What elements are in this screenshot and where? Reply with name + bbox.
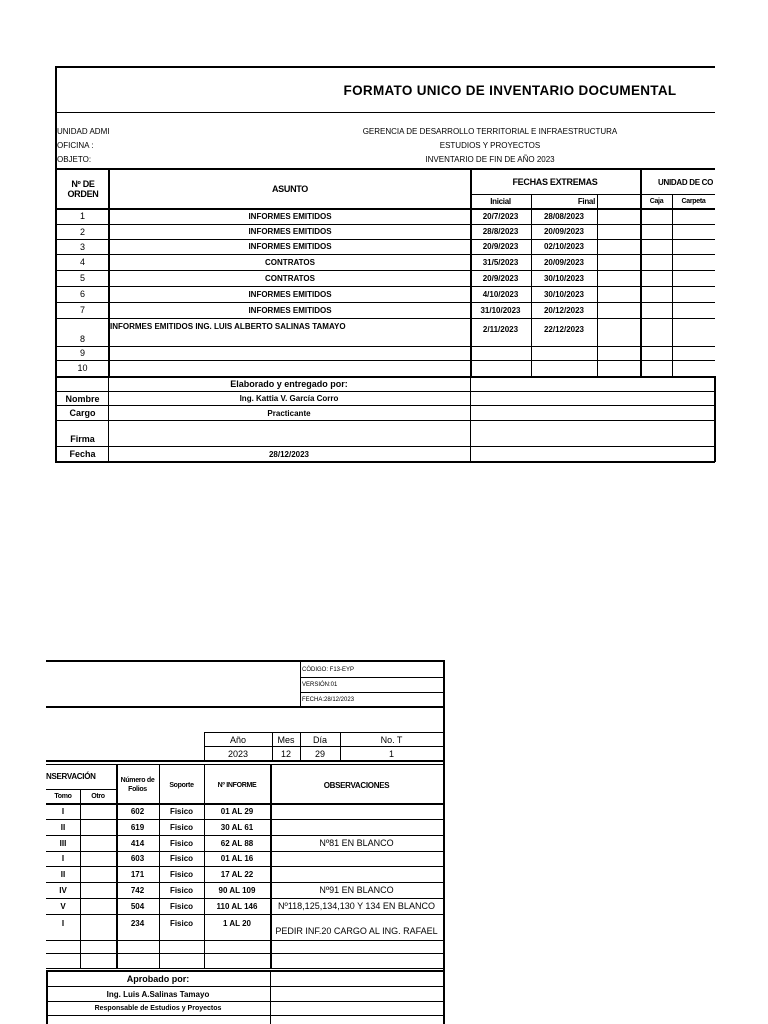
fecha-inicial-cell <box>470 346 531 360</box>
folios-cell: 171 <box>130 869 145 879</box>
col-orden-header: Nº DE ORDEN <box>67 179 99 199</box>
asunto-cell: INFORMES EMITIDOS <box>248 211 332 221</box>
asunto-cell: CONTRATOS <box>265 257 315 267</box>
orden-cell: 7 <box>79 305 85 315</box>
aprobado-cargo: Responsable de Estudios y Proyectos <box>94 1005 222 1012</box>
orden-cell: 4 <box>79 257 85 267</box>
aprobado-label: Aprobado por: <box>126 973 190 984</box>
tomo-cell: II <box>60 869 66 879</box>
soporte-cell: Fisico <box>169 885 194 895</box>
informe-cell: 17 AL 22 <box>220 869 254 879</box>
tomo-cell: II <box>60 822 66 832</box>
inventory-sheet-2 <box>0 650 768 1024</box>
fecha-final-cell: 30/10/2023 <box>543 273 585 283</box>
version-text: VERSIÓN:01 <box>302 682 338 688</box>
informe-cell: 62 AL 88 <box>220 838 254 848</box>
tomo-cell: IV <box>59 885 67 895</box>
soporte-cell: Fisico <box>169 918 194 928</box>
observacion-cell: Nº118,125,134,130 Y 134 EN BLANCO <box>278 901 435 911</box>
fecha-inicial-cell: 4/10/2023 <box>482 289 519 299</box>
fecha-inicial-cell: 20/9/2023 <box>482 242 519 251</box>
observacion-cell: PEDIR INF.20 CARGO AL ING. RAFAEL <box>275 926 438 936</box>
informe-cell <box>204 940 270 953</box>
observacion-cell <box>270 819 443 835</box>
nombre-label: Nombre <box>65 393 100 404</box>
tomo-cell: III <box>59 838 67 848</box>
fecha-inicial-cell: 2/11/2023 <box>482 324 519 334</box>
tomo-cell: I <box>61 918 65 928</box>
observacion-cell <box>270 803 443 819</box>
informe-cell: 1 AL 20 <box>222 918 251 928</box>
asunto-cell <box>110 346 470 360</box>
orden-cell: 2 <box>79 226 85 237</box>
unidad-value: GERENCIA DE DESARROLLO TERRITORIAL E INFRAESTRUCTURA <box>362 127 618 136</box>
folios-cell <box>116 940 159 953</box>
fecha-final-cell <box>531 346 597 360</box>
informe-cell: 90 AL 109 <box>218 885 256 895</box>
col-fechas-header: FECHAS EXTREMAS <box>512 177 598 187</box>
mes-value: 12 <box>280 748 291 759</box>
conservacion-header: NSERVACIÓN <box>46 771 96 781</box>
observaciones-header: OBSERVACIONES <box>323 780 390 790</box>
tomo-cell: I <box>61 854 65 863</box>
codigo-text: CÓDIGO: F13-EYP <box>302 667 355 673</box>
not-value: 1 <box>388 748 394 759</box>
not-header: No. T <box>380 734 403 745</box>
informe-cell: 110 AL 146 <box>216 901 258 911</box>
anio-header: Año <box>229 734 246 745</box>
fecha-value: 28/12/2023 <box>268 449 310 459</box>
orden-cell: 3 <box>79 241 85 252</box>
fecha-final-cell: 20/09/2023 <box>543 227 585 236</box>
fecha-final-cell <box>531 360 597 376</box>
dia-value: 29 <box>314 748 325 759</box>
soporte-cell <box>159 940 204 953</box>
objeto-label: OBJETO: <box>57 155 92 164</box>
observacion-cell <box>270 866 443 882</box>
nombre-value: Ing. Kattia V. García Corro <box>239 394 339 403</box>
fecha-final-cell: 20/09/2023 <box>543 257 585 267</box>
soporte-cell: Fisico <box>169 869 194 879</box>
firma-label: Firma <box>70 434 95 444</box>
tomo-cell: V <box>60 901 66 911</box>
otro-header: Otro <box>91 793 105 800</box>
fecha-label: Fecha <box>69 449 96 459</box>
asunto-cell: CONTRATOS <box>265 273 315 283</box>
fecha-text: FECHA:28/12/2023 <box>302 697 355 703</box>
tomo-cell: I <box>61 806 65 816</box>
unidad-label: UNIDAD ADMI <box>57 127 110 136</box>
folios-cell: 414 <box>130 838 145 848</box>
elaborado-label: Elaborado y entregado por: <box>230 379 348 389</box>
tomo-cell <box>46 953 80 968</box>
fecha-inicial-cell: 20/7/2023 <box>482 211 519 221</box>
orden-cell: 8 <box>79 334 85 344</box>
orden-cell: 9 <box>79 348 85 358</box>
aprobado-nombre: Ing. Luis A.Salinas Tamayo <box>106 989 210 999</box>
fecha-inicial-cell: 31/5/2023 <box>482 257 519 267</box>
fecha-final-cell: 22/12/2023 <box>543 324 585 334</box>
fecha-inicial-cell: 20/9/2023 <box>482 273 519 283</box>
orden-cell: 6 <box>79 289 85 299</box>
oficina-label: OFICINA : <box>57 141 94 150</box>
informe-header: Nº INFORME <box>217 781 257 789</box>
orden-cell: 10 <box>77 363 88 373</box>
observacion-cell <box>270 953 443 968</box>
mes-header: Mes <box>277 734 295 745</box>
col-unidad-header: UNIDAD DE CO <box>658 177 714 187</box>
soporte-cell: Fisico <box>169 838 194 848</box>
folios-cell: 742 <box>130 885 145 895</box>
fecha-final-cell: 30/10/2023 <box>543 289 585 299</box>
observacion-cell: Nº81 EN BLANCO <box>319 838 394 848</box>
inventory-sheet-1 <box>0 0 768 470</box>
observacion-cell <box>270 940 443 953</box>
asunto-cell <box>110 360 470 376</box>
soporte-cell: Fisico <box>169 822 194 832</box>
objeto-value: INVENTARIO DE FIN DE AÑO 2023 <box>425 155 555 164</box>
soporte-cell <box>159 953 204 968</box>
asunto-cell: INFORMES EMITIDOS <box>248 289 332 299</box>
informe-cell <box>204 953 270 968</box>
folios-cell: 234 <box>130 918 145 928</box>
folios-cell: 619 <box>130 822 145 832</box>
col-carpeta-header: Carpeta <box>681 198 706 205</box>
tomo-cell <box>46 940 80 953</box>
folios-cell: 603 <box>130 854 145 863</box>
tomo-header: Tomo <box>54 793 72 800</box>
col-final-header: Final <box>577 197 595 206</box>
col-caja-header: Caja <box>649 198 664 205</box>
observacion-cell: Nº91 EN BLANCO <box>319 885 394 895</box>
informe-cell: 01 AL 29 <box>220 806 254 816</box>
oficina-value: ESTUDIOS Y PROYECTOS <box>439 141 541 150</box>
fecha-inicial-cell: 28/8/2023 <box>482 227 519 236</box>
fecha-inicial-cell <box>470 360 531 376</box>
asunto-cell: INFORMES EMITIDOS <box>248 305 332 315</box>
fecha-inicial-cell: 31/10/2023 <box>480 305 521 315</box>
observacion-cell <box>270 851 443 866</box>
asunto-cell: INFORMES EMITIDOS <box>248 227 332 236</box>
folios-cell <box>116 953 159 968</box>
informe-cell: 30 AL 61 <box>220 822 254 832</box>
folios-header: Número de Folios <box>120 777 155 793</box>
soporte-header: Soporte <box>169 781 194 789</box>
fecha-final-cell: 02/10/2023 <box>543 242 585 251</box>
dia-header: Día <box>312 734 327 745</box>
frame-right <box>714 376 716 462</box>
folios-cell: 602 <box>130 806 145 816</box>
soporte-cell: Fisico <box>169 901 194 911</box>
asunto-cell: INFORMES EMITIDOS <box>248 242 332 251</box>
anio-value: 2023 <box>227 748 249 759</box>
page-title: FORMATO UNICO DE INVENTARIO DOCUMENTAL <box>343 82 677 98</box>
frame-top <box>55 66 715 68</box>
cargo-value: Practicante <box>267 408 311 418</box>
informe-cell: 01 AL 16 <box>220 854 254 863</box>
asunto-cell: INFORMES EMITIDOS ING. LUIS ALBERTO SALINAS TAMAYO <box>110 321 346 331</box>
orden-cell: 1 <box>79 211 85 221</box>
fecha-final-cell: 20/12/2023 <box>543 305 585 315</box>
soporte-cell: Fisico <box>169 806 194 816</box>
col-inicial-header: Inicial <box>490 197 511 206</box>
cargo-label: Cargo <box>69 408 96 418</box>
orden-cell: 5 <box>79 273 85 283</box>
fecha-final-cell: 28/08/2023 <box>543 211 585 221</box>
col-asunto-header: ASUNTO <box>271 184 309 194</box>
folios-cell: 504 <box>130 901 145 911</box>
soporte-cell: Fisico <box>169 854 194 863</box>
